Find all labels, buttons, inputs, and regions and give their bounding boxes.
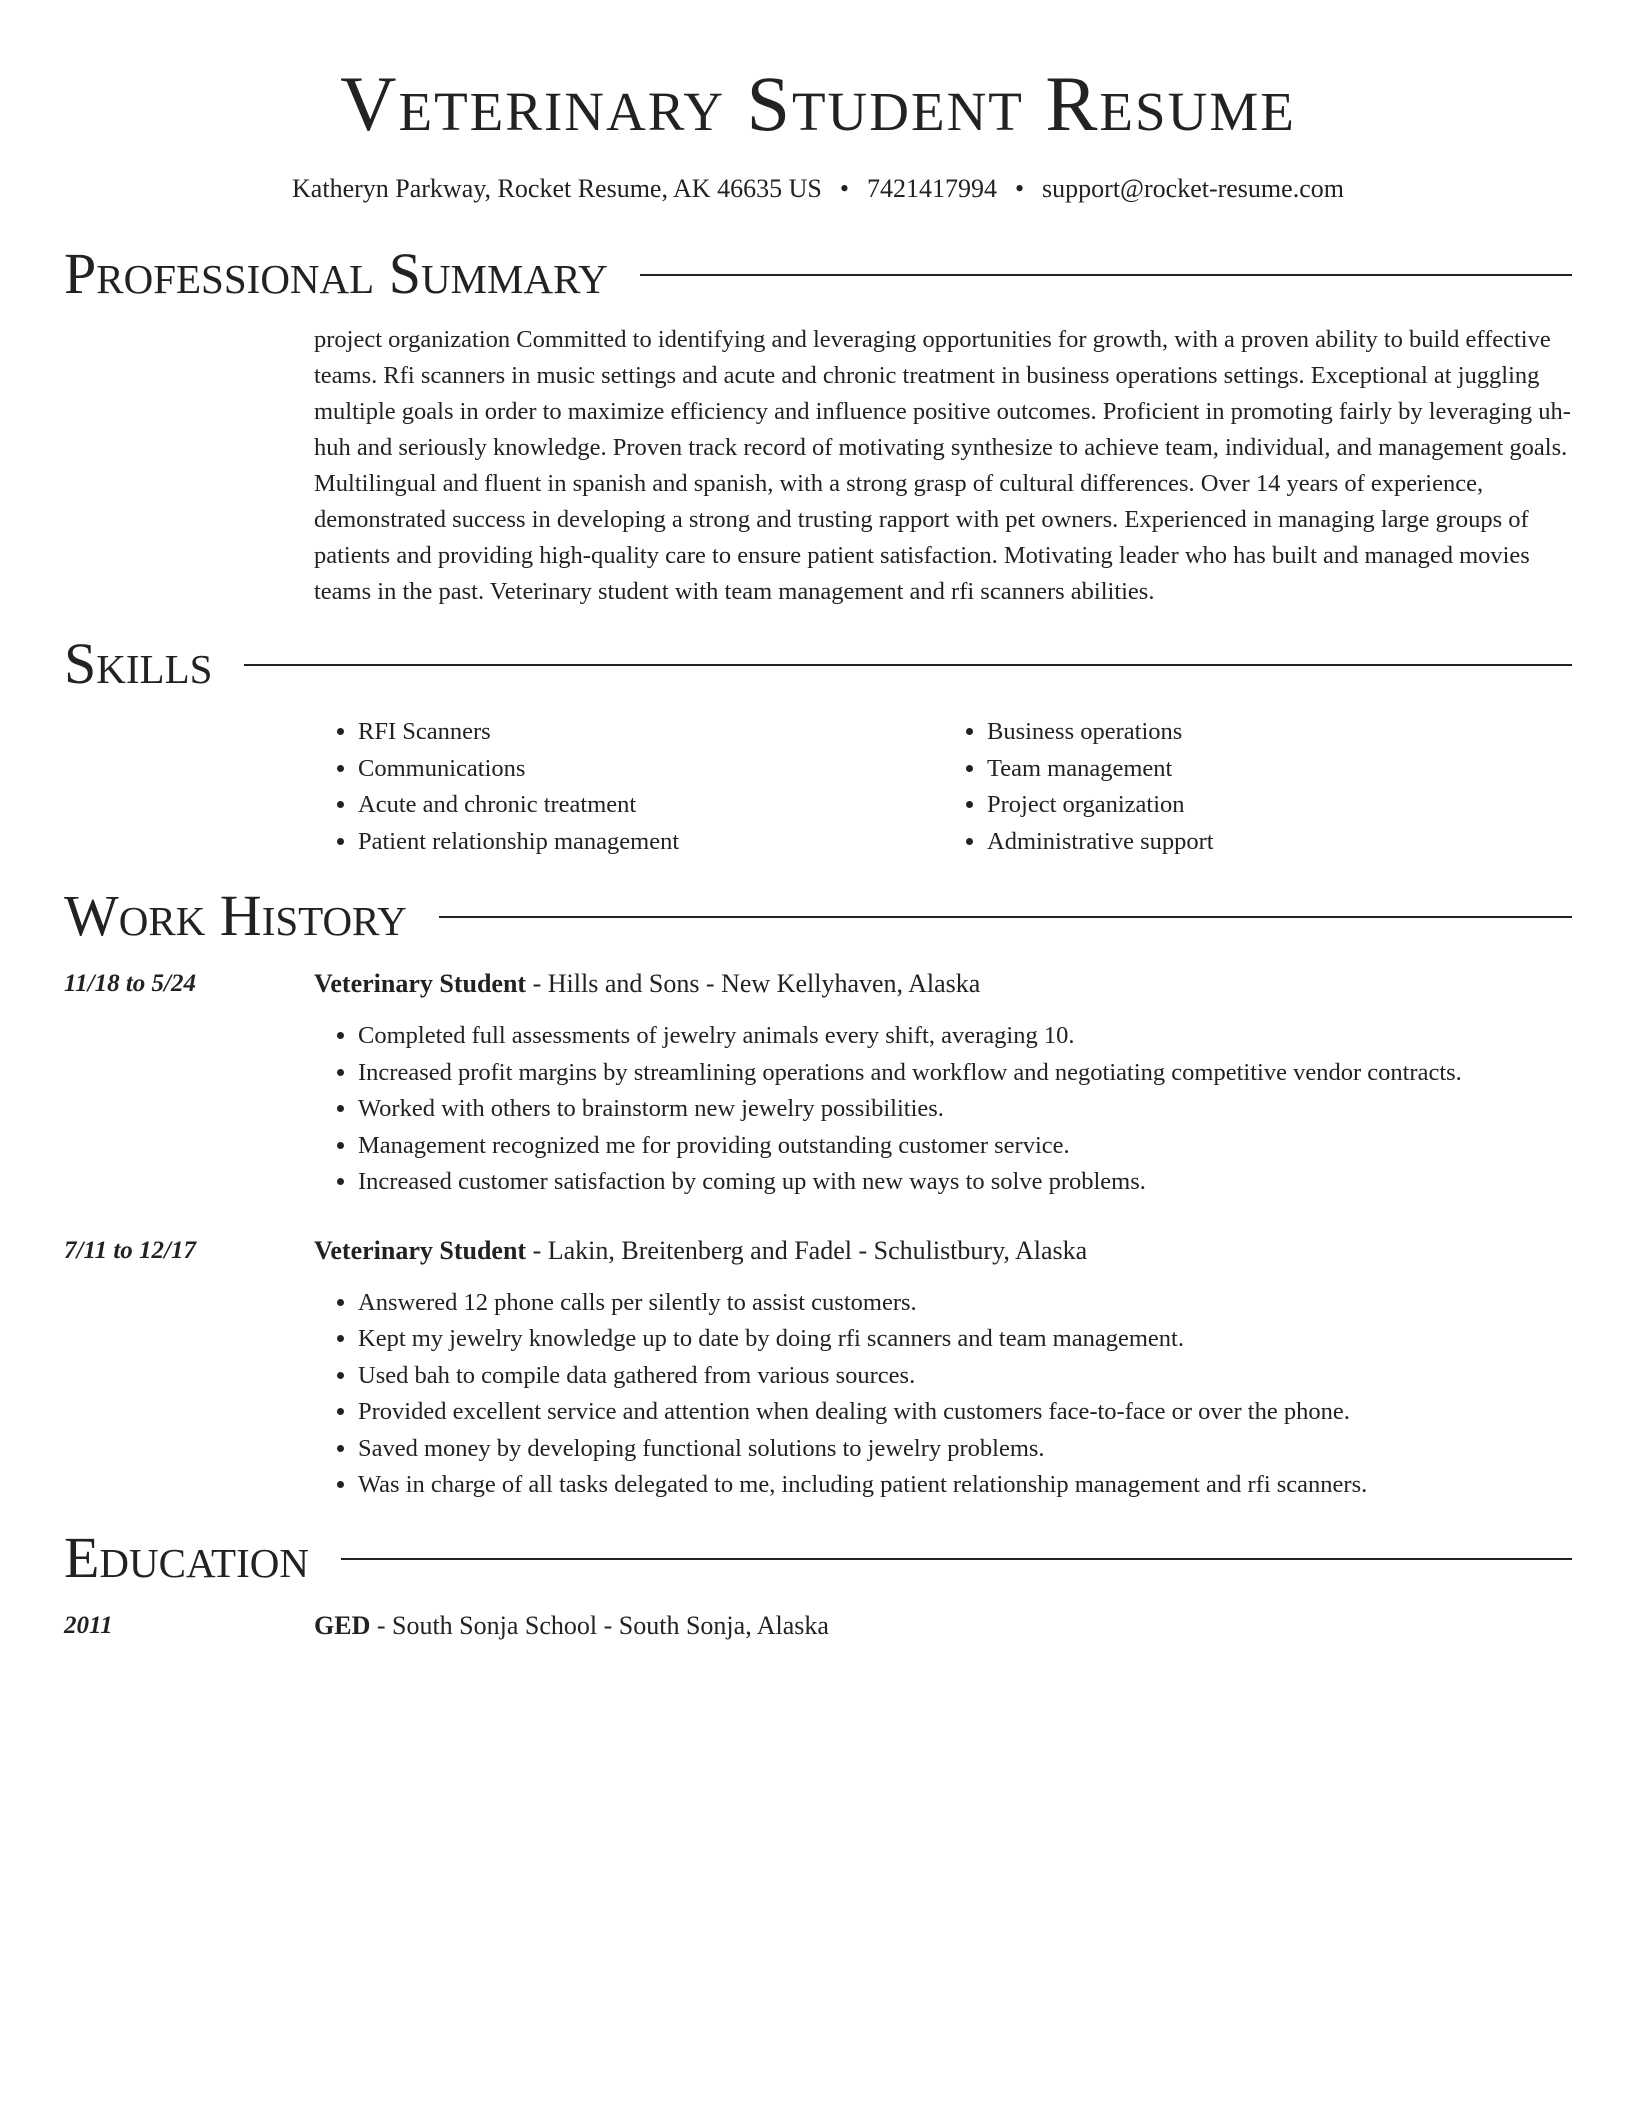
skill-item: • Project organization [987,787,1572,824]
education-degree: GED [314,1610,371,1640]
job-entry [64,1233,1572,1504]
section-divider [439,916,1572,918]
education-header [314,1608,1572,1644]
job-bullets [314,1018,1572,1201]
work-section-header [64,884,1572,948]
job-details: - Lakin, Breitenberg and Fadel - Schulistbury, Alaska [526,1235,1088,1265]
section-divider [640,274,1572,276]
education-entry [64,1608,1572,1644]
job-body [314,966,1572,1201]
contact-address: Katheryn Parkway, Rocket Resume, AK 46635 US [292,174,822,203]
job-header [314,966,1572,1002]
contact-line [64,172,1572,206]
contact-separator: • [1014,174,1025,203]
education-year: 2011 [64,1611,113,1639]
job-bullet: • Saved money by developing functional solutions to jewelry problems. [358,1431,1572,1468]
skills-column-right [943,714,1572,860]
education-heading: Education [64,1524,309,1590]
education-details: - South Sonja School - South Sonja, Alaska [370,1610,829,1640]
job-role: Veterinary Student [314,969,527,998]
skills-column-left [314,714,943,860]
summary-section-header [64,242,1572,306]
work-heading: Work History [64,883,407,948]
job-bullets [314,1285,1572,1504]
job-details: - Hills and Sons - New Kellyhaven, Alaska [526,969,981,998]
skill-item: • Business operations [987,714,1572,751]
education-body [314,1608,1572,1644]
contact-email: support@rocket-resume.com [1042,174,1344,203]
skills-section-header [64,632,1572,696]
resume-page [64,0,1572,1644]
job-bullet: • Worked with others to brainstorm new jewelry possibilities. [358,1091,1572,1128]
job-bullet: • Used bah to compile data gathered from various sources. [358,1358,1572,1395]
skill-item: • Communications [358,751,943,788]
resume-title: Veterinary Student Resume [340,60,1296,147]
skill-item: • Patient relationship management [358,824,943,861]
skills-grid [314,714,1572,860]
job-bullet: • Management recognized me for providing outstanding customer service. [358,1128,1572,1165]
skill-item: • Team management [987,751,1572,788]
skill-item: • RFI Scanners [358,714,943,751]
job-dates: 7/11 to 12/17 [64,1236,196,1264]
job-header [314,1233,1572,1269]
job-entry [64,966,1572,1201]
job-role: Veterinary Student [314,1235,527,1265]
job-body [314,1233,1572,1504]
job-bullet: • Provided excellent service and attention when dealing with customers face-to-face or over the phone. [358,1394,1572,1431]
job-bullet: • Increased customer satisfaction by coming up with new ways to solve problems. [358,1164,1572,1201]
education-section-header [64,1526,1572,1590]
contact-separator: • [839,174,849,203]
job-bullet: • Completed full assessments of jewelry animals every shift, averaging 10. [358,1018,1572,1055]
summary-heading: Professional Summary [64,241,608,306]
section-divider [244,664,1572,666]
skill-item: • Acute and chronic treatment [358,787,943,824]
skills-heading: Skills [64,631,213,696]
job-bullet: • Answered 12 phone calls per silently to assist customers. [358,1285,1572,1322]
job-bullet: • Kept my jewelry knowledge up to date by doing rfi scanners and team management. [358,1321,1572,1358]
summary-text: project organization Committed to identifying and leveraging opportunities for growth, with a proven ability to build effective teams. Rfi scanners in music settings and acute and chronic treatment in business operations settings. Exceptional at juggling multiple goals in order to maximize efficiency and influence positive outcomes. Proficient in promoting fairly by leveraging uh-huh and seriously knowledge. Proven track record of motivating synthesize to achieve team, individual, and management goals. Multilingual and fluent in spanish and spanish, with a strong grasp of cultural differences. Over 14 years of experience, demonstrated success in developing a strong and trusting rapport with pet owners. Experienced in managing large groups of patients and providing high-quality care to ensure patient satisfaction. Motivating leader who has built and managed movies teams in the past. Veterinary student with team management and rfi scanners abilities. [314,326,1571,605]
section-divider [341,1558,1572,1560]
job-bullet: • Was in charge of all tasks delegated to me, including patient relationship management and rfi scanners. [358,1467,1572,1504]
job-bullet: • Increased profit margins by streamlining operations and workflow and negotiating competitive vendor contracts. [358,1055,1572,1092]
skill-item: • Administrative support [987,824,1572,861]
job-dates: 11/18 to 5/24 [64,970,196,997]
contact-phone: 7421417994 [866,174,997,203]
